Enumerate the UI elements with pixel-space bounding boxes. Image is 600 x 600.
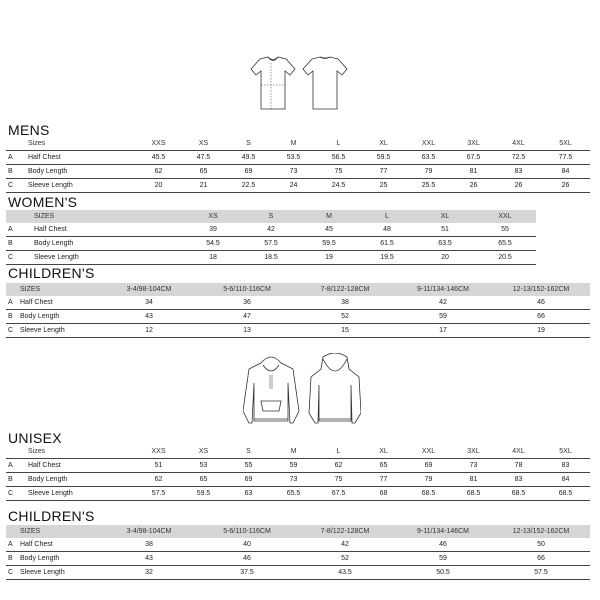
row-label: Half Chest (20, 299, 53, 306)
table-cell: 73 (469, 462, 478, 469)
table-cell: 50 (537, 541, 545, 548)
size-header: 4XL (512, 448, 525, 455)
table-cell: 54.5 (206, 240, 220, 247)
size-header: 12-13/152-162CM (512, 286, 570, 293)
table-cell: 19 (325, 254, 333, 261)
table-cell: 55 (244, 462, 253, 469)
table-cell: 20 (441, 254, 449, 261)
table-cell: 84 (561, 476, 570, 483)
table-cell: 81 (469, 476, 478, 483)
size-header: XL (440, 213, 450, 220)
table-row (6, 310, 590, 324)
table-cell: 42 (267, 226, 275, 233)
table-cell: 65.5 (286, 490, 301, 497)
row-label: Body Length (28, 476, 68, 483)
row-label: Sleeve Length (20, 569, 65, 576)
womens-header-row (6, 210, 536, 223)
table-cell: 18.5 (264, 254, 278, 261)
row-letter: C (8, 490, 14, 497)
table-cell: 38 (145, 541, 153, 548)
row-label: Body Length (28, 168, 68, 175)
size-header: XS (198, 448, 209, 455)
size-header: 3-4/98-104CM (126, 286, 172, 293)
table-cell: 22.5 (241, 182, 256, 189)
table-cell: 55 (501, 226, 509, 233)
row-letter: B (8, 476, 13, 483)
size-header: XXL (421, 448, 436, 455)
size-header: M (326, 213, 332, 220)
row-letter: A (8, 154, 13, 161)
table-row (6, 251, 536, 265)
table-row (6, 324, 590, 338)
table-cell: 51 (441, 226, 449, 233)
sizes-label: SIZES (34, 213, 55, 220)
size-header: XXL (421, 140, 436, 147)
unisex-header-row (6, 445, 590, 459)
table-cell: 63.5 (438, 240, 452, 247)
row-letter: A (8, 541, 13, 548)
size-header: XXS (151, 140, 166, 147)
table-cell: 52 (341, 313, 349, 320)
table-cell: 26 (514, 182, 523, 189)
size-header: 4XL (512, 140, 525, 147)
table-row (6, 237, 536, 251)
table-cell: 59.5 (376, 154, 391, 161)
sizes-label: SIZES (20, 528, 41, 535)
table-cell: 24.5 (331, 182, 346, 189)
size-header: M (290, 140, 297, 147)
table-cell: 65 (199, 168, 208, 175)
row-letter: B (8, 240, 13, 247)
table-cell: 56.5 (331, 154, 346, 161)
table-cell: 57.5 (264, 240, 278, 247)
table-row (6, 566, 590, 580)
table-cell: 42 (341, 541, 349, 548)
table-cell: 75 (334, 168, 343, 175)
table-cell: 49.5 (241, 154, 256, 161)
size-header: XS (208, 213, 218, 220)
table-row (6, 179, 590, 193)
table-cell: 78 (514, 462, 523, 469)
table-cell: 59 (439, 313, 447, 320)
table-cell: 52 (341, 555, 349, 562)
table-cell: 59.5 (196, 490, 211, 497)
table-cell: 79 (424, 168, 433, 175)
size-header: XS (198, 140, 209, 147)
table-cell: 42 (439, 299, 447, 306)
row-label: Body Length (20, 555, 60, 562)
row-label: Half Chest (20, 541, 53, 548)
table-cell: 59 (289, 462, 298, 469)
table-cell: 83 (514, 476, 523, 483)
table-cell: 43 (145, 555, 153, 562)
row-letter: C (8, 569, 14, 576)
table-cell: 36 (243, 299, 251, 306)
table-cell: 46 (537, 299, 545, 306)
row-label: Half Chest (34, 226, 67, 233)
table-cell: 75 (334, 476, 343, 483)
size-header: S (268, 213, 274, 220)
table-row (6, 459, 590, 473)
table-cell: 40 (243, 541, 251, 548)
sizes-label: SIZES (20, 286, 41, 293)
table-cell: 25 (379, 182, 388, 189)
size-header: XXS (151, 448, 166, 455)
table-cell: 72.5 (511, 154, 526, 161)
table-cell: 18 (209, 254, 217, 261)
childrens-hoodie-size-table (6, 525, 590, 580)
size-header: M (290, 448, 297, 455)
table-cell: 26 (469, 182, 478, 189)
table-cell: 39 (209, 226, 217, 233)
size-header: 5XL (559, 140, 572, 147)
table-cell: 34 (145, 299, 153, 306)
table-cell: 50.5 (436, 569, 450, 576)
table-cell: 63.5 (421, 154, 436, 161)
table-cell: 68 (379, 490, 388, 497)
row-label: Sleeve Length (28, 182, 73, 189)
table-row (6, 473, 590, 487)
table-cell: 32 (145, 569, 153, 576)
table-cell: 20 (154, 182, 163, 189)
mens-header-row (6, 137, 590, 151)
size-header: L (385, 213, 389, 220)
table-row (6, 487, 590, 501)
table-cell: 83 (561, 462, 570, 469)
childrens-tee-heading: CHILDREN'S (8, 265, 95, 281)
row-label: Body Length (34, 240, 74, 247)
table-cell: 83 (514, 168, 523, 175)
row-label: Half Chest (28, 154, 61, 161)
table-cell: 59.5 (322, 240, 336, 247)
row-letter: C (8, 182, 14, 189)
sizes-label: Sizes (28, 140, 46, 147)
size-header: XL (379, 448, 388, 455)
table-cell: 47 (243, 313, 251, 320)
table-cell: 68.5 (466, 490, 481, 497)
size-header: 12-13/152-162CM (512, 528, 570, 535)
table-row (6, 223, 536, 237)
table-cell: 46 (439, 541, 447, 548)
table-cell: 12 (145, 327, 153, 334)
row-label: Body Length (20, 313, 60, 320)
childrens-hoodie-header-row (6, 525, 590, 538)
row-letter: B (8, 168, 13, 175)
table-cell: 53 (199, 462, 208, 469)
table-cell: 24 (289, 182, 298, 189)
table-cell: 69 (244, 476, 253, 483)
table-cell: 69 (244, 168, 253, 175)
table-cell: 17 (439, 327, 447, 334)
table-cell: 57.5 (151, 490, 166, 497)
row-letter: B (8, 555, 13, 562)
table-cell: 79 (424, 476, 433, 483)
table-cell: 81 (469, 168, 478, 175)
row-letter: B (8, 313, 13, 320)
table-cell: 62 (154, 168, 163, 175)
table-cell: 26 (561, 182, 570, 189)
size-header: 9-11/134-146CM (416, 286, 469, 293)
table-cell: 46 (243, 555, 251, 562)
childrens-tee-header-row (6, 283, 590, 296)
size-header: 7-8/122-128CM (320, 286, 370, 293)
womens-size-table (6, 210, 536, 265)
row-letter: A (8, 462, 13, 469)
table-cell: 48 (383, 226, 391, 233)
table-cell: 62 (334, 462, 343, 469)
size-header: 7-8/122-128CM (320, 528, 370, 535)
size-header: 5XL (559, 448, 572, 455)
table-row (6, 165, 590, 179)
table-cell: 73 (289, 168, 298, 175)
table-cell: 43.5 (338, 569, 352, 576)
size-header: 3-4/98-104CM (126, 528, 172, 535)
table-cell: 65 (199, 476, 208, 483)
table-cell: 65.5 (498, 240, 512, 247)
size-header: 3XL (467, 448, 480, 455)
childrens-hoodie-heading: CHILDREN'S (8, 508, 95, 524)
table-cell: 43 (145, 313, 153, 320)
tshirt-illustration (243, 55, 355, 113)
mens-heading: MENS (8, 122, 50, 138)
table-cell: 51 (154, 462, 163, 469)
table-cell: 73 (289, 476, 298, 483)
mens-size-table (6, 137, 590, 193)
table-cell: 63 (244, 490, 253, 497)
table-cell: 61.5 (380, 240, 394, 247)
row-letter: A (8, 299, 13, 306)
table-row (6, 151, 590, 165)
table-cell: 68.5 (558, 490, 573, 497)
row-label: Sleeve Length (34, 254, 79, 261)
table-cell: 53.5 (286, 154, 301, 161)
table-cell: 69 (424, 462, 433, 469)
row-letter: C (8, 327, 14, 334)
table-cell: 68.5 (421, 490, 436, 497)
table-cell: 77 (379, 168, 388, 175)
table-cell: 19 (537, 327, 545, 334)
unisex-heading: UNISEX (8, 430, 62, 446)
table-cell: 47.5 (196, 154, 211, 161)
table-cell: 20.5 (498, 254, 512, 261)
size-header: 3XL (467, 140, 480, 147)
table-cell: 77 (379, 476, 388, 483)
table-cell: 59 (439, 555, 447, 562)
size-header: 5-6/110-116CM (223, 286, 271, 293)
table-cell: 66 (537, 555, 545, 562)
size-header: XXL (498, 213, 512, 220)
size-header: L (336, 448, 341, 455)
table-cell: 77.5 (558, 154, 573, 161)
table-row (6, 538, 590, 552)
row-letter: C (8, 254, 14, 261)
unisex-size-table (6, 445, 590, 501)
size-header: 5-6/110-116CM (223, 528, 271, 535)
table-cell: 66 (537, 313, 545, 320)
sizes-label: Sizes (28, 448, 46, 455)
table-cell: 57.5 (534, 569, 548, 576)
size-header: S (246, 448, 251, 455)
table-cell: 19.5 (380, 254, 394, 261)
table-cell: 68.5 (511, 490, 526, 497)
table-cell: 45 (325, 226, 333, 233)
row-label: Sleeve Length (28, 490, 73, 497)
table-cell: 15 (341, 327, 349, 334)
table-cell: 38 (341, 299, 349, 306)
row-label: Half Chest (28, 462, 61, 469)
table-cell: 37.5 (240, 569, 254, 576)
childrens-tee-size-table (6, 283, 590, 338)
row-label: Sleeve Length (20, 327, 65, 334)
size-header: S (246, 140, 251, 147)
table-row (6, 296, 590, 310)
table-cell: 65 (379, 462, 388, 469)
size-header: 9-11/134-146CM (416, 528, 469, 535)
table-cell: 13 (243, 327, 251, 334)
womens-heading: WOMEN'S (8, 194, 78, 210)
table-cell: 21 (199, 182, 208, 189)
size-header: XL (379, 140, 388, 147)
hoodie-illustration (243, 353, 361, 428)
table-cell: 67.5 (466, 154, 481, 161)
row-letter: A (8, 226, 13, 233)
table-cell: 45.5 (151, 154, 166, 161)
table-row (6, 552, 590, 566)
table-cell: 62 (154, 476, 163, 483)
table-cell: 84 (561, 168, 570, 175)
size-header: L (336, 140, 341, 147)
table-cell: 67.5 (331, 490, 346, 497)
table-cell: 25.5 (421, 182, 436, 189)
